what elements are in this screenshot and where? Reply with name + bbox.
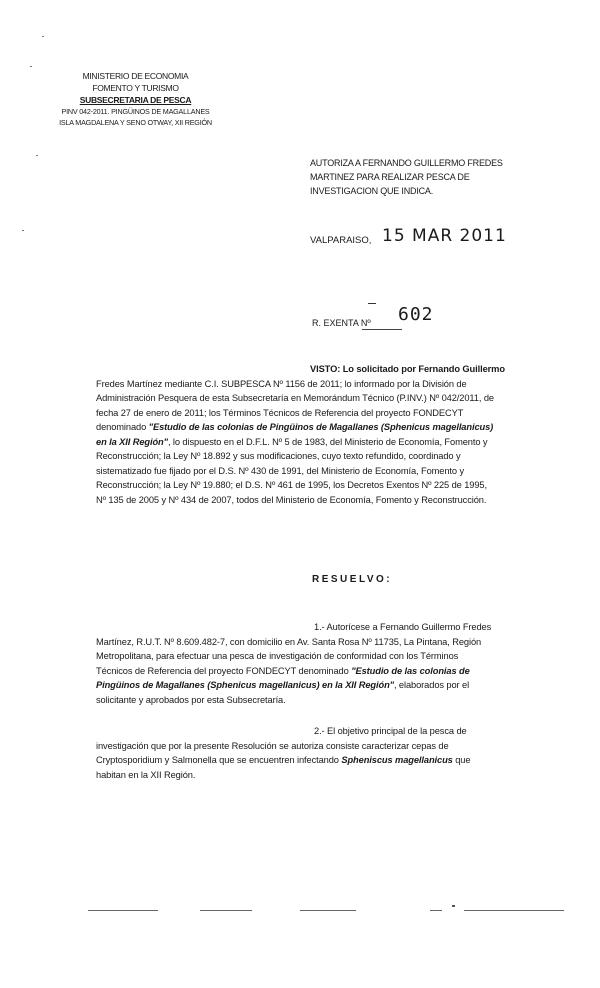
resolution-number: 602 bbox=[398, 304, 434, 325]
article-text: que bbox=[452, 755, 471, 765]
article-line bbox=[96, 664, 566, 679]
visto-line bbox=[96, 435, 566, 450]
visto-line: sistematizado fue fijado por el D.S. Nº 430 de 1991, del Ministerio de Economía, Fomento y bbox=[96, 465, 465, 476]
article-text: Cryptosporidium y Salmonella que se encuentren infectando bbox=[96, 755, 342, 765]
letterhead bbox=[48, 70, 223, 128]
visto-line: Reconstrucción; la Ley Nº 18.892 y sus modificaciones, cuyo texto refundido, coordinado y bbox=[96, 451, 461, 461]
subject-line: MARTINEZ PARA REALIZAR PESCA DE bbox=[310, 172, 470, 182]
visto-text: , lo dispuesto en el D.F.L. Nº 5 de 1983, del Ministerio de Economía, Fomento y bbox=[167, 436, 488, 447]
article-line bbox=[96, 678, 566, 693]
letterhead-subsecretariat: SUBSECRETARIA DE PESCA bbox=[79, 95, 192, 105]
scan-speck bbox=[452, 905, 455, 907]
visto-line: fecha 27 de enero de 2011; los Términos Técnicos de Referencia del proyecto FONDECYT bbox=[96, 407, 464, 418]
date-stamp: 15 MAR 2011 bbox=[382, 226, 507, 246]
letterhead-ministry: MINISTERIO DE ECONOMIA bbox=[82, 71, 189, 81]
resolution-number-label: R. EXENTA Nº bbox=[312, 318, 371, 328]
scan-speck bbox=[36, 155, 38, 156]
footer-rule bbox=[430, 910, 442, 911]
visto-line bbox=[96, 362, 566, 377]
footer-rule bbox=[464, 910, 564, 911]
article-line: Metropolitana, para efectuar una pesca de investigación de conformidad con los Términos bbox=[96, 651, 459, 661]
project-title: en la XII Región" bbox=[96, 436, 168, 447]
letterhead-department: FOMENTO Y TURISMO bbox=[92, 83, 179, 93]
visto-line: Reconstrucción; la Ley Nº 19.880; el D.S. Nº 461 de 1995, los Decretos Exentos Nº 225 de 1995, bbox=[96, 480, 487, 490]
letterhead-reference: PINV 042-2011. PINGÜINOS DE MAGALLANES bbox=[61, 107, 210, 116]
species-name: Spheniscus magellanicus bbox=[341, 755, 453, 765]
visto-line bbox=[96, 420, 566, 435]
visto-line: Administración Pesquera de esta Subsecretaría en Memorándum Técnico (P.INV.) Nº 042/2011, de bbox=[96, 393, 494, 403]
place-label: VALPARAISO, bbox=[310, 235, 372, 246]
footer-rule bbox=[300, 910, 356, 911]
visto-line: Nº 135 de 2005 y Nº 434 de 2007, todos del Ministerio de Economía, Fomento y Reconstrucción. bbox=[96, 494, 487, 505]
article-line: solicitante y aprobados por esta Subsecretaría. bbox=[96, 694, 286, 705]
project-title: "Estudio de las colonias de Pingüinos de Magallanes (Sphenicus magellanicus) bbox=[148, 422, 494, 432]
scan-speck bbox=[22, 230, 24, 231]
article-text: , elaborados por el bbox=[393, 680, 470, 690]
article-line bbox=[96, 753, 566, 768]
article-text: Técnicos de Referencia del proyecto FONDECYT denominado bbox=[96, 665, 352, 676]
footer-rule bbox=[200, 910, 252, 911]
visto-section bbox=[96, 362, 566, 507]
visto-line: Fredes Martínez mediante C.I. SUBPESCA Nº 1156 de 2011; lo informado por la División de bbox=[96, 378, 467, 389]
subject-line: INVESTIGACION QUE INDICA. bbox=[310, 186, 434, 196]
scan-speck bbox=[30, 66, 32, 67]
article-2 bbox=[96, 724, 566, 782]
project-title: "Estudio de las colonias de bbox=[351, 665, 470, 676]
resolution-number-underline bbox=[362, 329, 402, 330]
article-line: 2.- El objetivo principal de la pesca de bbox=[314, 726, 467, 736]
project-title: Pingüinos de Magallanes (Sphenicus magellanicus) en la XII Región" bbox=[96, 680, 394, 690]
letterhead-location: ISLA MAGDALENA Y SENO OTWAY, XII REGIÓN bbox=[59, 118, 212, 127]
resolution-number-mark bbox=[368, 303, 376, 304]
article-line: investigación que por la presente Resolución se autoriza consiste caracterizar cepas de bbox=[96, 740, 449, 751]
article-1 bbox=[96, 620, 566, 707]
article-line: Martínez, R.U.T. Nº 8.609.482-7, con domicilio en Av. Santa Rosa Nº 11735, La Pintana, Región bbox=[96, 636, 482, 647]
article-line: 1.- Autorícese a Fernando Guillermo Fredes bbox=[314, 622, 492, 632]
scan-speck bbox=[42, 36, 44, 37]
visto-heading: VISTO: bbox=[310, 364, 341, 374]
article-line: habitan en la XII Región. bbox=[96, 769, 196, 780]
visto-text: Lo solicitado por Fernando Guillermo bbox=[340, 364, 505, 374]
resolution-subject bbox=[310, 156, 566, 198]
visto-text: denominado bbox=[96, 422, 149, 432]
resuelvo-heading: RESUELVO: bbox=[312, 574, 393, 585]
footer-rule bbox=[88, 910, 158, 911]
subject-line: AUTORIZA A FERNANDO GUILLERMO FREDES bbox=[310, 158, 503, 168]
